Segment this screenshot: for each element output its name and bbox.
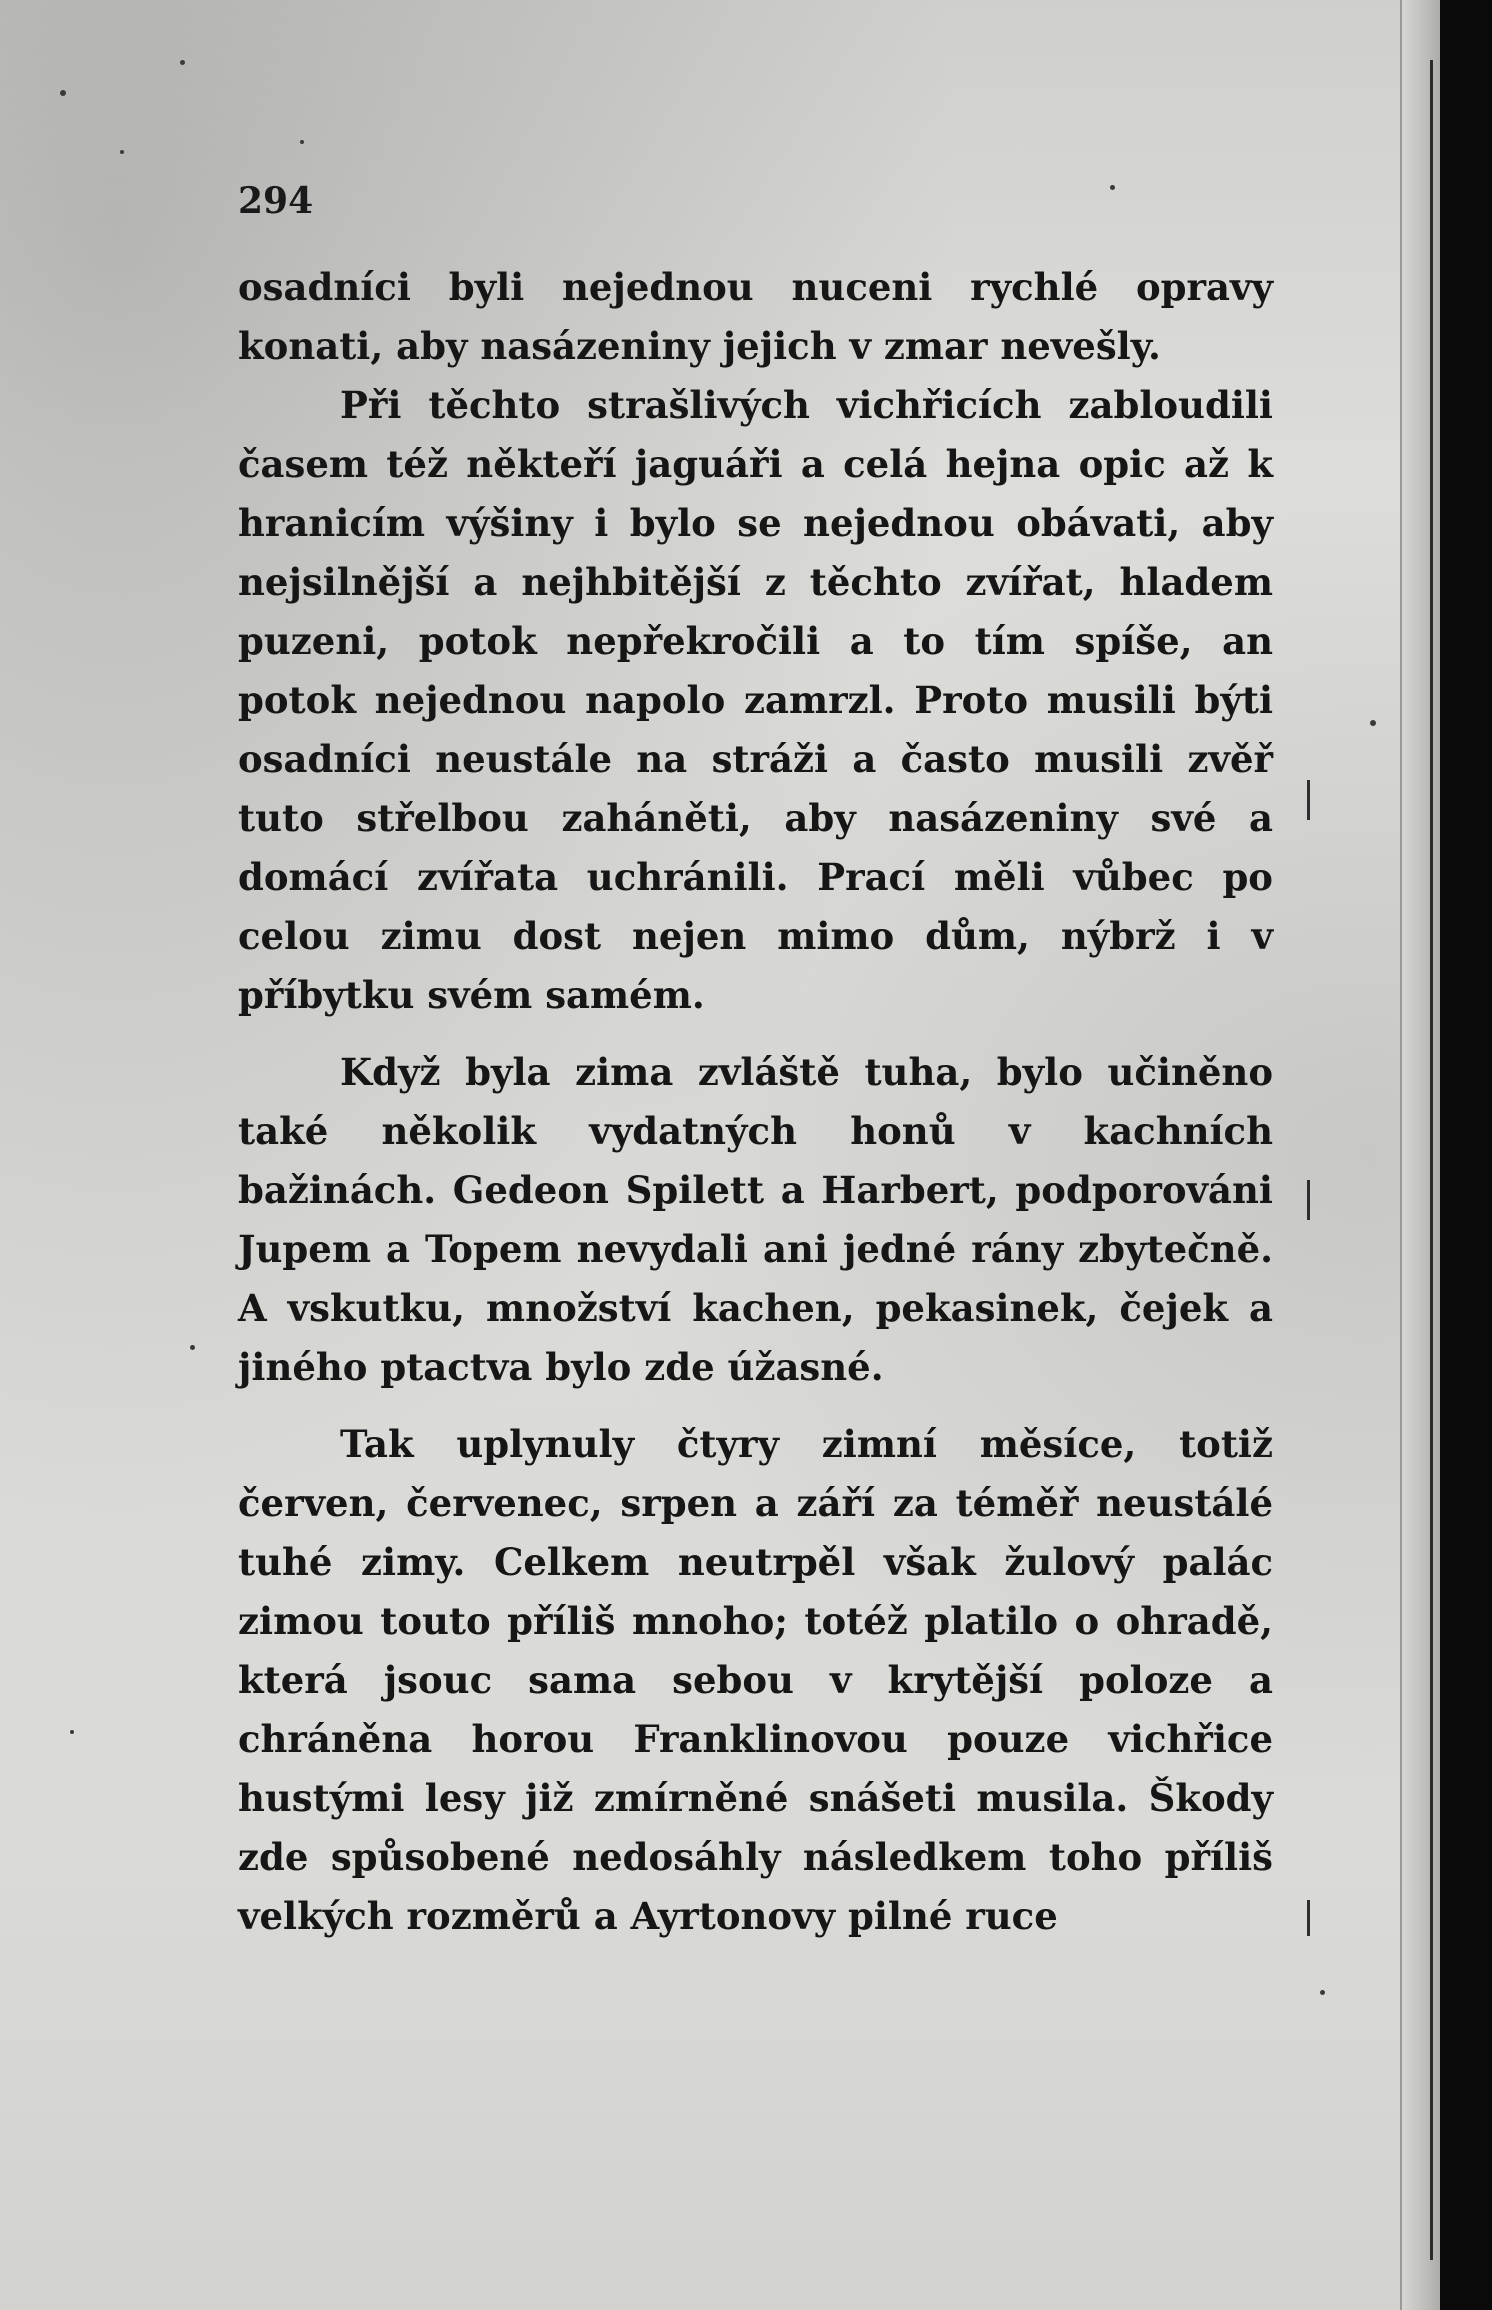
page-edge-shadow — [1400, 0, 1440, 2310]
paragraph: Při těchto strašlivých vichřicích zabloudili časem též někteří jaguáři a celá hejna opic až k hranicím výšiny i bylo se nejednou obávati, aby nejsilnější a nejhbitější z těchto zvířat, hladem puzeni, potok nepřekročili a to tím spíše, an potok nejednou napolo zamrzl. Proto musili býti osadníci neustále na stráži a často musili zvěř tuto střelbou zaháněti, aby nasázeniny své a domácí zvířata uchránili. Prací měli vůbec po celou zimu dost nejen mimo dům, nýbrž i v příbytku svém samém. — [238, 383, 1273, 1017]
paragraph: Tak uplynuly čtyry zimní měsíce, totiž červen, červenec, srpen a září za téměř neustálé tuhé zimy. Celkem neutrpěl však žulový palác zimou touto příliš mnoho; totéž platilo o ohradě, která jsouc sama sebou v krytější poloze a chráněna horou Franklinovou pouze vichřice hustými lesy již zmírněné snášeti musila. Škody zde spůsobené nedosáhly následkem toho příliš velkých rozměrů a Ayrtonovy pilné ruce — [238, 1422, 1273, 1938]
scan-mark — [1307, 1180, 1310, 1220]
paragraph: osadníci byli nejednou nuceni rychlé opravy konati, aby nasázeniny jejich v zmar nevešly. — [238, 265, 1273, 368]
scan-speck — [1320, 1990, 1325, 1995]
scan-speck — [1370, 720, 1376, 726]
scan-mark — [1307, 780, 1310, 820]
scan-speck — [1110, 185, 1115, 190]
scan-speck — [60, 90, 66, 96]
scan-speck — [300, 140, 304, 144]
page-number: 294 — [238, 180, 314, 222]
page-edge-line — [1430, 60, 1433, 2260]
paragraph: Když byla zima zvláště tuha, bylo učiněno také několik vydatných honů v kachních bažinách. Gedeon Spilett a Harbert, podporováni Jupem a Topem nevydali ani jedné rány zbytečně. A vskutku, množství kachen, pekasinek, čejek a jiného ptactva bylo zde úžasné. — [238, 1050, 1273, 1389]
scan-speck — [180, 60, 185, 65]
scan-mark — [1307, 1900, 1310, 1936]
scan-speck — [70, 1730, 74, 1734]
scan-speck — [120, 150, 124, 154]
body-text — [238, 258, 1273, 1946]
scan-speck — [190, 1345, 195, 1350]
